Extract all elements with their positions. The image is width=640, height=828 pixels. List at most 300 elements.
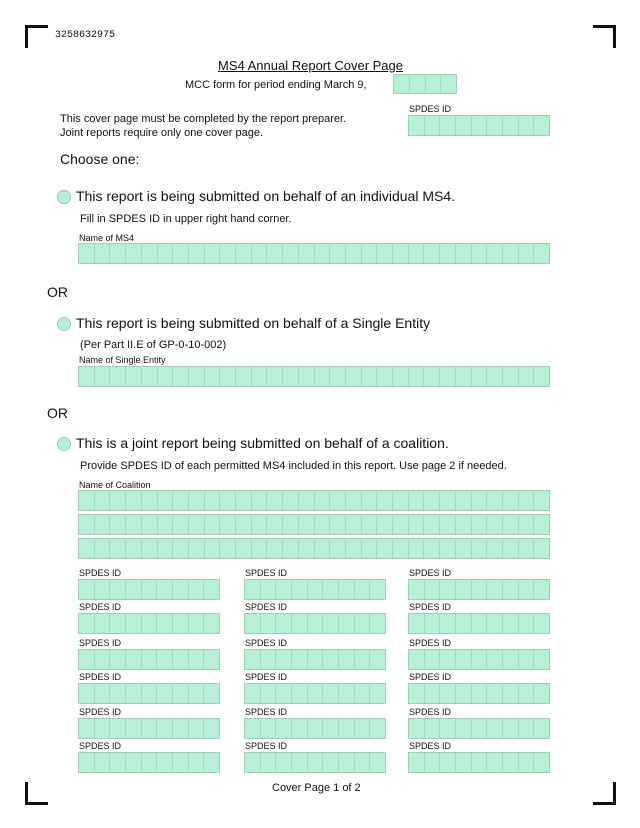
spdes-id-field-12[interactable] <box>408 683 550 704</box>
input-cell[interactable] <box>503 116 519 135</box>
input-cell[interactable] <box>292 753 308 772</box>
input-cell[interactable] <box>236 515 252 534</box>
input-cell[interactable] <box>377 491 393 510</box>
input-cell[interactable] <box>261 614 277 633</box>
input-cell[interactable] <box>370 753 385 772</box>
spdes-id-field-10[interactable] <box>78 683 220 704</box>
input-cell[interactable] <box>142 491 158 510</box>
input-cell[interactable] <box>173 614 189 633</box>
spdes-id-field-3[interactable] <box>408 579 550 600</box>
input-cell[interactable] <box>472 650 488 669</box>
input-cell[interactable] <box>220 539 236 558</box>
input-cell[interactable] <box>110 491 126 510</box>
input-cell[interactable] <box>126 491 142 510</box>
input-cell[interactable] <box>308 614 324 633</box>
input-cell[interactable] <box>142 244 158 263</box>
input-cell[interactable] <box>267 367 283 386</box>
input-cell[interactable] <box>425 650 441 669</box>
input-cell[interactable] <box>292 719 308 738</box>
input-cell[interactable] <box>370 580 385 599</box>
input-cell[interactable] <box>355 650 371 669</box>
input-cell[interactable] <box>456 580 472 599</box>
input-cell[interactable] <box>205 244 221 263</box>
input-cell[interactable] <box>267 491 283 510</box>
input-cell[interactable] <box>245 684 261 703</box>
input-cell[interactable] <box>519 491 535 510</box>
input-cell[interactable] <box>330 244 346 263</box>
input-cell[interactable] <box>440 116 456 135</box>
input-cell[interactable] <box>236 539 252 558</box>
input-cell[interactable] <box>189 580 205 599</box>
input-cell[interactable] <box>440 650 456 669</box>
input-cell[interactable] <box>267 539 283 558</box>
input-cell[interactable] <box>339 753 355 772</box>
input-cell[interactable] <box>339 684 355 703</box>
input-cell[interactable] <box>142 719 158 738</box>
input-cell[interactable] <box>292 684 308 703</box>
input-cell[interactable] <box>110 719 126 738</box>
single-entity-radio[interactable] <box>57 317 71 331</box>
input-cell[interactable] <box>189 614 205 633</box>
input-cell[interactable] <box>425 719 441 738</box>
spdes-id-field-5[interactable] <box>244 613 386 634</box>
input-cell[interactable] <box>346 244 362 263</box>
input-cell[interactable] <box>472 614 488 633</box>
input-cell[interactable] <box>173 539 189 558</box>
spdes-id-field-11[interactable] <box>244 683 386 704</box>
ms4-name-field[interactable] <box>78 243 550 264</box>
input-cell[interactable] <box>519 580 535 599</box>
input-cell[interactable] <box>95 491 111 510</box>
input-cell[interactable] <box>95 367 111 386</box>
input-cell[interactable] <box>441 75 456 93</box>
input-cell[interactable] <box>142 684 158 703</box>
input-cell[interactable] <box>79 719 95 738</box>
input-cell[interactable] <box>519 719 535 738</box>
input-cell[interactable] <box>283 367 299 386</box>
input-cell[interactable] <box>534 244 549 263</box>
input-cell[interactable] <box>158 244 174 263</box>
spdes-id-header-field[interactable] <box>408 115 550 136</box>
input-cell[interactable] <box>315 539 331 558</box>
input-cell[interactable] <box>456 116 472 135</box>
input-cell[interactable] <box>456 515 472 534</box>
input-cell[interactable] <box>440 753 456 772</box>
input-cell[interactable] <box>487 539 503 558</box>
input-cell[interactable] <box>362 244 378 263</box>
input-cell[interactable] <box>283 491 299 510</box>
input-cell[interactable] <box>330 491 346 510</box>
input-cell[interactable] <box>315 367 331 386</box>
period-year-field[interactable] <box>393 74 457 94</box>
input-cell[interactable] <box>157 753 173 772</box>
input-cell[interactable] <box>261 580 277 599</box>
input-cell[interactable] <box>323 684 339 703</box>
input-cell[interactable] <box>409 719 425 738</box>
input-cell[interactable] <box>409 244 425 263</box>
input-cell[interactable] <box>409 684 425 703</box>
input-cell[interactable] <box>110 244 126 263</box>
input-cell[interactable] <box>245 614 261 633</box>
input-cell[interactable] <box>283 244 299 263</box>
input-cell[interactable] <box>393 244 409 263</box>
input-cell[interactable] <box>355 719 371 738</box>
input-cell[interactable] <box>409 491 425 510</box>
input-cell[interactable] <box>472 367 488 386</box>
input-cell[interactable] <box>440 515 456 534</box>
input-cell[interactable] <box>409 753 425 772</box>
input-cell[interactable] <box>362 367 378 386</box>
input-cell[interactable] <box>315 515 331 534</box>
input-cell[interactable] <box>261 719 277 738</box>
input-cell[interactable] <box>142 367 158 386</box>
input-cell[interactable] <box>142 580 158 599</box>
input-cell[interactable] <box>110 580 126 599</box>
input-cell[interactable] <box>308 753 324 772</box>
input-cell[interactable] <box>204 650 219 669</box>
input-cell[interactable] <box>110 614 126 633</box>
input-cell[interactable] <box>534 650 549 669</box>
coalition-name-field-line-2[interactable] <box>78 514 550 535</box>
input-cell[interactable] <box>503 367 519 386</box>
input-cell[interactable] <box>292 650 308 669</box>
input-cell[interactable] <box>503 650 519 669</box>
input-cell[interactable] <box>472 515 488 534</box>
input-cell[interactable] <box>456 367 472 386</box>
input-cell[interactable] <box>315 491 331 510</box>
input-cell[interactable] <box>440 580 456 599</box>
input-cell[interactable] <box>487 116 503 135</box>
input-cell[interactable] <box>503 684 519 703</box>
input-cell[interactable] <box>189 244 205 263</box>
input-cell[interactable] <box>424 515 440 534</box>
input-cell[interactable] <box>487 367 503 386</box>
spdes-id-field-16[interactable] <box>78 752 220 773</box>
input-cell[interactable] <box>283 515 299 534</box>
input-cell[interactable] <box>157 614 173 633</box>
input-cell[interactable] <box>425 753 441 772</box>
input-cell[interactable] <box>95 650 111 669</box>
input-cell[interactable] <box>110 684 126 703</box>
spdes-id-field-14[interactable] <box>244 718 386 739</box>
input-cell[interactable] <box>173 753 189 772</box>
input-cell[interactable] <box>189 539 205 558</box>
input-cell[interactable] <box>534 539 549 558</box>
input-cell[interactable] <box>126 614 142 633</box>
input-cell[interactable] <box>79 580 95 599</box>
input-cell[interactable] <box>126 244 142 263</box>
input-cell[interactable] <box>424 539 440 558</box>
input-cell[interactable] <box>503 719 519 738</box>
input-cell[interactable] <box>355 684 371 703</box>
input-cell[interactable] <box>472 491 488 510</box>
spdes-id-field-17[interactable] <box>244 752 386 773</box>
input-cell[interactable] <box>472 753 488 772</box>
input-cell[interactable] <box>276 719 292 738</box>
coalition-name-field-line-1[interactable] <box>78 490 550 511</box>
input-cell[interactable] <box>456 539 472 558</box>
input-cell[interactable] <box>126 580 142 599</box>
input-cell[interactable] <box>346 367 362 386</box>
input-cell[interactable] <box>394 75 410 93</box>
input-cell[interactable] <box>158 491 174 510</box>
input-cell[interactable] <box>323 719 339 738</box>
spdes-id-field-4[interactable] <box>78 613 220 634</box>
input-cell[interactable] <box>173 580 189 599</box>
input-cell[interactable] <box>377 244 393 263</box>
input-cell[interactable] <box>158 539 174 558</box>
input-cell[interactable] <box>157 719 173 738</box>
input-cell[interactable] <box>425 580 441 599</box>
input-cell[interactable] <box>236 491 252 510</box>
input-cell[interactable] <box>189 719 205 738</box>
input-cell[interactable] <box>276 614 292 633</box>
input-cell[interactable] <box>126 719 142 738</box>
input-cell[interactable] <box>252 515 268 534</box>
input-cell[interactable] <box>519 367 535 386</box>
input-cell[interactable] <box>393 539 409 558</box>
input-cell[interactable] <box>220 367 236 386</box>
input-cell[interactable] <box>299 491 315 510</box>
input-cell[interactable] <box>189 753 205 772</box>
input-cell[interactable] <box>220 491 236 510</box>
input-cell[interactable] <box>534 580 549 599</box>
input-cell[interactable] <box>189 367 205 386</box>
input-cell[interactable] <box>534 753 549 772</box>
input-cell[interactable] <box>409 367 425 386</box>
input-cell[interactable] <box>370 650 385 669</box>
spdes-id-field-7[interactable] <box>78 649 220 670</box>
input-cell[interactable] <box>472 539 488 558</box>
input-cell[interactable] <box>424 491 440 510</box>
input-cell[interactable] <box>267 244 283 263</box>
input-cell[interactable] <box>330 515 346 534</box>
input-cell[interactable] <box>472 244 488 263</box>
input-cell[interactable] <box>370 719 385 738</box>
input-cell[interactable] <box>173 650 189 669</box>
input-cell[interactable] <box>519 244 535 263</box>
input-cell[interactable] <box>346 539 362 558</box>
input-cell[interactable] <box>283 539 299 558</box>
input-cell[interactable] <box>245 650 261 669</box>
input-cell[interactable] <box>426 75 442 93</box>
input-cell[interactable] <box>142 539 158 558</box>
input-cell[interactable] <box>339 580 355 599</box>
input-cell[interactable] <box>261 650 277 669</box>
input-cell[interactable] <box>173 491 189 510</box>
input-cell[interactable] <box>276 650 292 669</box>
input-cell[interactable] <box>503 539 519 558</box>
spdes-id-field-13[interactable] <box>78 718 220 739</box>
input-cell[interactable] <box>79 515 95 534</box>
input-cell[interactable] <box>503 753 519 772</box>
input-cell[interactable] <box>204 614 219 633</box>
input-cell[interactable] <box>308 719 324 738</box>
input-cell[interactable] <box>440 367 456 386</box>
input-cell[interactable] <box>79 650 95 669</box>
input-cell[interactable] <box>299 515 315 534</box>
input-cell[interactable] <box>173 367 189 386</box>
input-cell[interactable] <box>519 116 535 135</box>
input-cell[interactable] <box>377 515 393 534</box>
input-cell[interactable] <box>267 515 283 534</box>
input-cell[interactable] <box>245 753 261 772</box>
input-cell[interactable] <box>346 491 362 510</box>
input-cell[interactable] <box>393 491 409 510</box>
input-cell[interactable] <box>362 515 378 534</box>
input-cell[interactable] <box>299 539 315 558</box>
input-cell[interactable] <box>534 684 549 703</box>
individual-ms4-radio[interactable] <box>57 190 71 204</box>
input-cell[interactable] <box>126 515 142 534</box>
input-cell[interactable] <box>440 491 456 510</box>
input-cell[interactable] <box>519 650 535 669</box>
input-cell[interactable] <box>440 719 456 738</box>
input-cell[interactable] <box>110 650 126 669</box>
input-cell[interactable] <box>189 684 205 703</box>
input-cell[interactable] <box>472 719 488 738</box>
input-cell[interactable] <box>299 367 315 386</box>
input-cell[interactable] <box>308 580 324 599</box>
input-cell[interactable] <box>409 515 425 534</box>
input-cell[interactable] <box>126 753 142 772</box>
input-cell[interactable] <box>299 244 315 263</box>
input-cell[interactable] <box>110 367 126 386</box>
input-cell[interactable] <box>339 614 355 633</box>
input-cell[interactable] <box>519 684 535 703</box>
input-cell[interactable] <box>503 515 519 534</box>
input-cell[interactable] <box>236 244 252 263</box>
input-cell[interactable] <box>425 614 441 633</box>
input-cell[interactable] <box>79 539 95 558</box>
input-cell[interactable] <box>173 244 189 263</box>
spdes-id-field-1[interactable] <box>78 579 220 600</box>
input-cell[interactable] <box>346 515 362 534</box>
input-cell[interactable] <box>323 580 339 599</box>
input-cell[interactable] <box>126 684 142 703</box>
input-cell[interactable] <box>534 515 549 534</box>
input-cell[interactable] <box>339 719 355 738</box>
input-cell[interactable] <box>323 650 339 669</box>
input-cell[interactable] <box>409 116 425 135</box>
input-cell[interactable] <box>79 244 95 263</box>
input-cell[interactable] <box>204 719 219 738</box>
input-cell[interactable] <box>252 491 268 510</box>
input-cell[interactable] <box>362 539 378 558</box>
input-cell[interactable] <box>142 753 158 772</box>
input-cell[interactable] <box>323 753 339 772</box>
input-cell[interactable] <box>393 367 409 386</box>
input-cell[interactable] <box>292 614 308 633</box>
input-cell[interactable] <box>519 539 535 558</box>
input-cell[interactable] <box>189 515 205 534</box>
input-cell[interactable] <box>95 515 111 534</box>
input-cell[interactable] <box>370 614 385 633</box>
input-cell[interactable] <box>440 684 456 703</box>
input-cell[interactable] <box>157 684 173 703</box>
input-cell[interactable] <box>110 539 126 558</box>
input-cell[interactable] <box>487 650 503 669</box>
input-cell[interactable] <box>503 491 519 510</box>
input-cell[interactable] <box>173 719 189 738</box>
input-cell[interactable] <box>487 244 503 263</box>
input-cell[interactable] <box>315 244 331 263</box>
input-cell[interactable] <box>158 367 174 386</box>
input-cell[interactable] <box>330 539 346 558</box>
input-cell[interactable] <box>534 614 549 633</box>
input-cell[interactable] <box>440 614 456 633</box>
input-cell[interactable] <box>245 580 261 599</box>
input-cell[interactable] <box>440 539 456 558</box>
input-cell[interactable] <box>252 244 268 263</box>
input-cell[interactable] <box>377 367 393 386</box>
input-cell[interactable] <box>205 515 221 534</box>
input-cell[interactable] <box>292 580 308 599</box>
input-cell[interactable] <box>142 515 158 534</box>
input-cell[interactable] <box>534 116 549 135</box>
input-cell[interactable] <box>95 244 111 263</box>
input-cell[interactable] <box>362 491 378 510</box>
input-cell[interactable] <box>308 684 324 703</box>
input-cell[interactable] <box>339 650 355 669</box>
input-cell[interactable] <box>377 539 393 558</box>
input-cell[interactable] <box>261 753 277 772</box>
input-cell[interactable] <box>456 684 472 703</box>
input-cell[interactable] <box>308 650 324 669</box>
input-cell[interactable] <box>393 515 409 534</box>
input-cell[interactable] <box>534 719 549 738</box>
input-cell[interactable] <box>330 367 346 386</box>
input-cell[interactable] <box>456 491 472 510</box>
input-cell[interactable] <box>519 753 535 772</box>
input-cell[interactable] <box>79 684 95 703</box>
input-cell[interactable] <box>95 719 111 738</box>
input-cell[interactable] <box>79 367 95 386</box>
input-cell[interactable] <box>252 539 268 558</box>
input-cell[interactable] <box>440 244 456 263</box>
spdes-id-field-8[interactable] <box>244 649 386 670</box>
coalition-radio[interactable] <box>57 437 71 451</box>
spdes-id-field-18[interactable] <box>408 752 550 773</box>
input-cell[interactable] <box>487 580 503 599</box>
input-cell[interactable] <box>409 539 425 558</box>
input-cell[interactable] <box>472 580 488 599</box>
input-cell[interactable] <box>252 367 268 386</box>
input-cell[interactable] <box>204 684 219 703</box>
single-entity-name-field[interactable] <box>78 366 550 387</box>
input-cell[interactable] <box>519 614 535 633</box>
input-cell[interactable] <box>205 539 221 558</box>
input-cell[interactable] <box>110 515 126 534</box>
input-cell[interactable] <box>519 515 535 534</box>
input-cell[interactable] <box>261 684 277 703</box>
input-cell[interactable] <box>79 614 95 633</box>
input-cell[interactable] <box>503 580 519 599</box>
input-cell[interactable] <box>142 614 158 633</box>
input-cell[interactable] <box>410 75 426 93</box>
spdes-id-field-15[interactable] <box>408 718 550 739</box>
input-cell[interactable] <box>205 367 221 386</box>
coalition-name-field-line-3[interactable] <box>78 538 550 559</box>
input-cell[interactable] <box>425 684 441 703</box>
input-cell[interactable] <box>236 367 252 386</box>
input-cell[interactable] <box>487 753 503 772</box>
input-cell[interactable] <box>487 719 503 738</box>
input-cell[interactable] <box>409 650 425 669</box>
input-cell[interactable] <box>220 515 236 534</box>
input-cell[interactable] <box>95 753 111 772</box>
input-cell[interactable] <box>157 580 173 599</box>
